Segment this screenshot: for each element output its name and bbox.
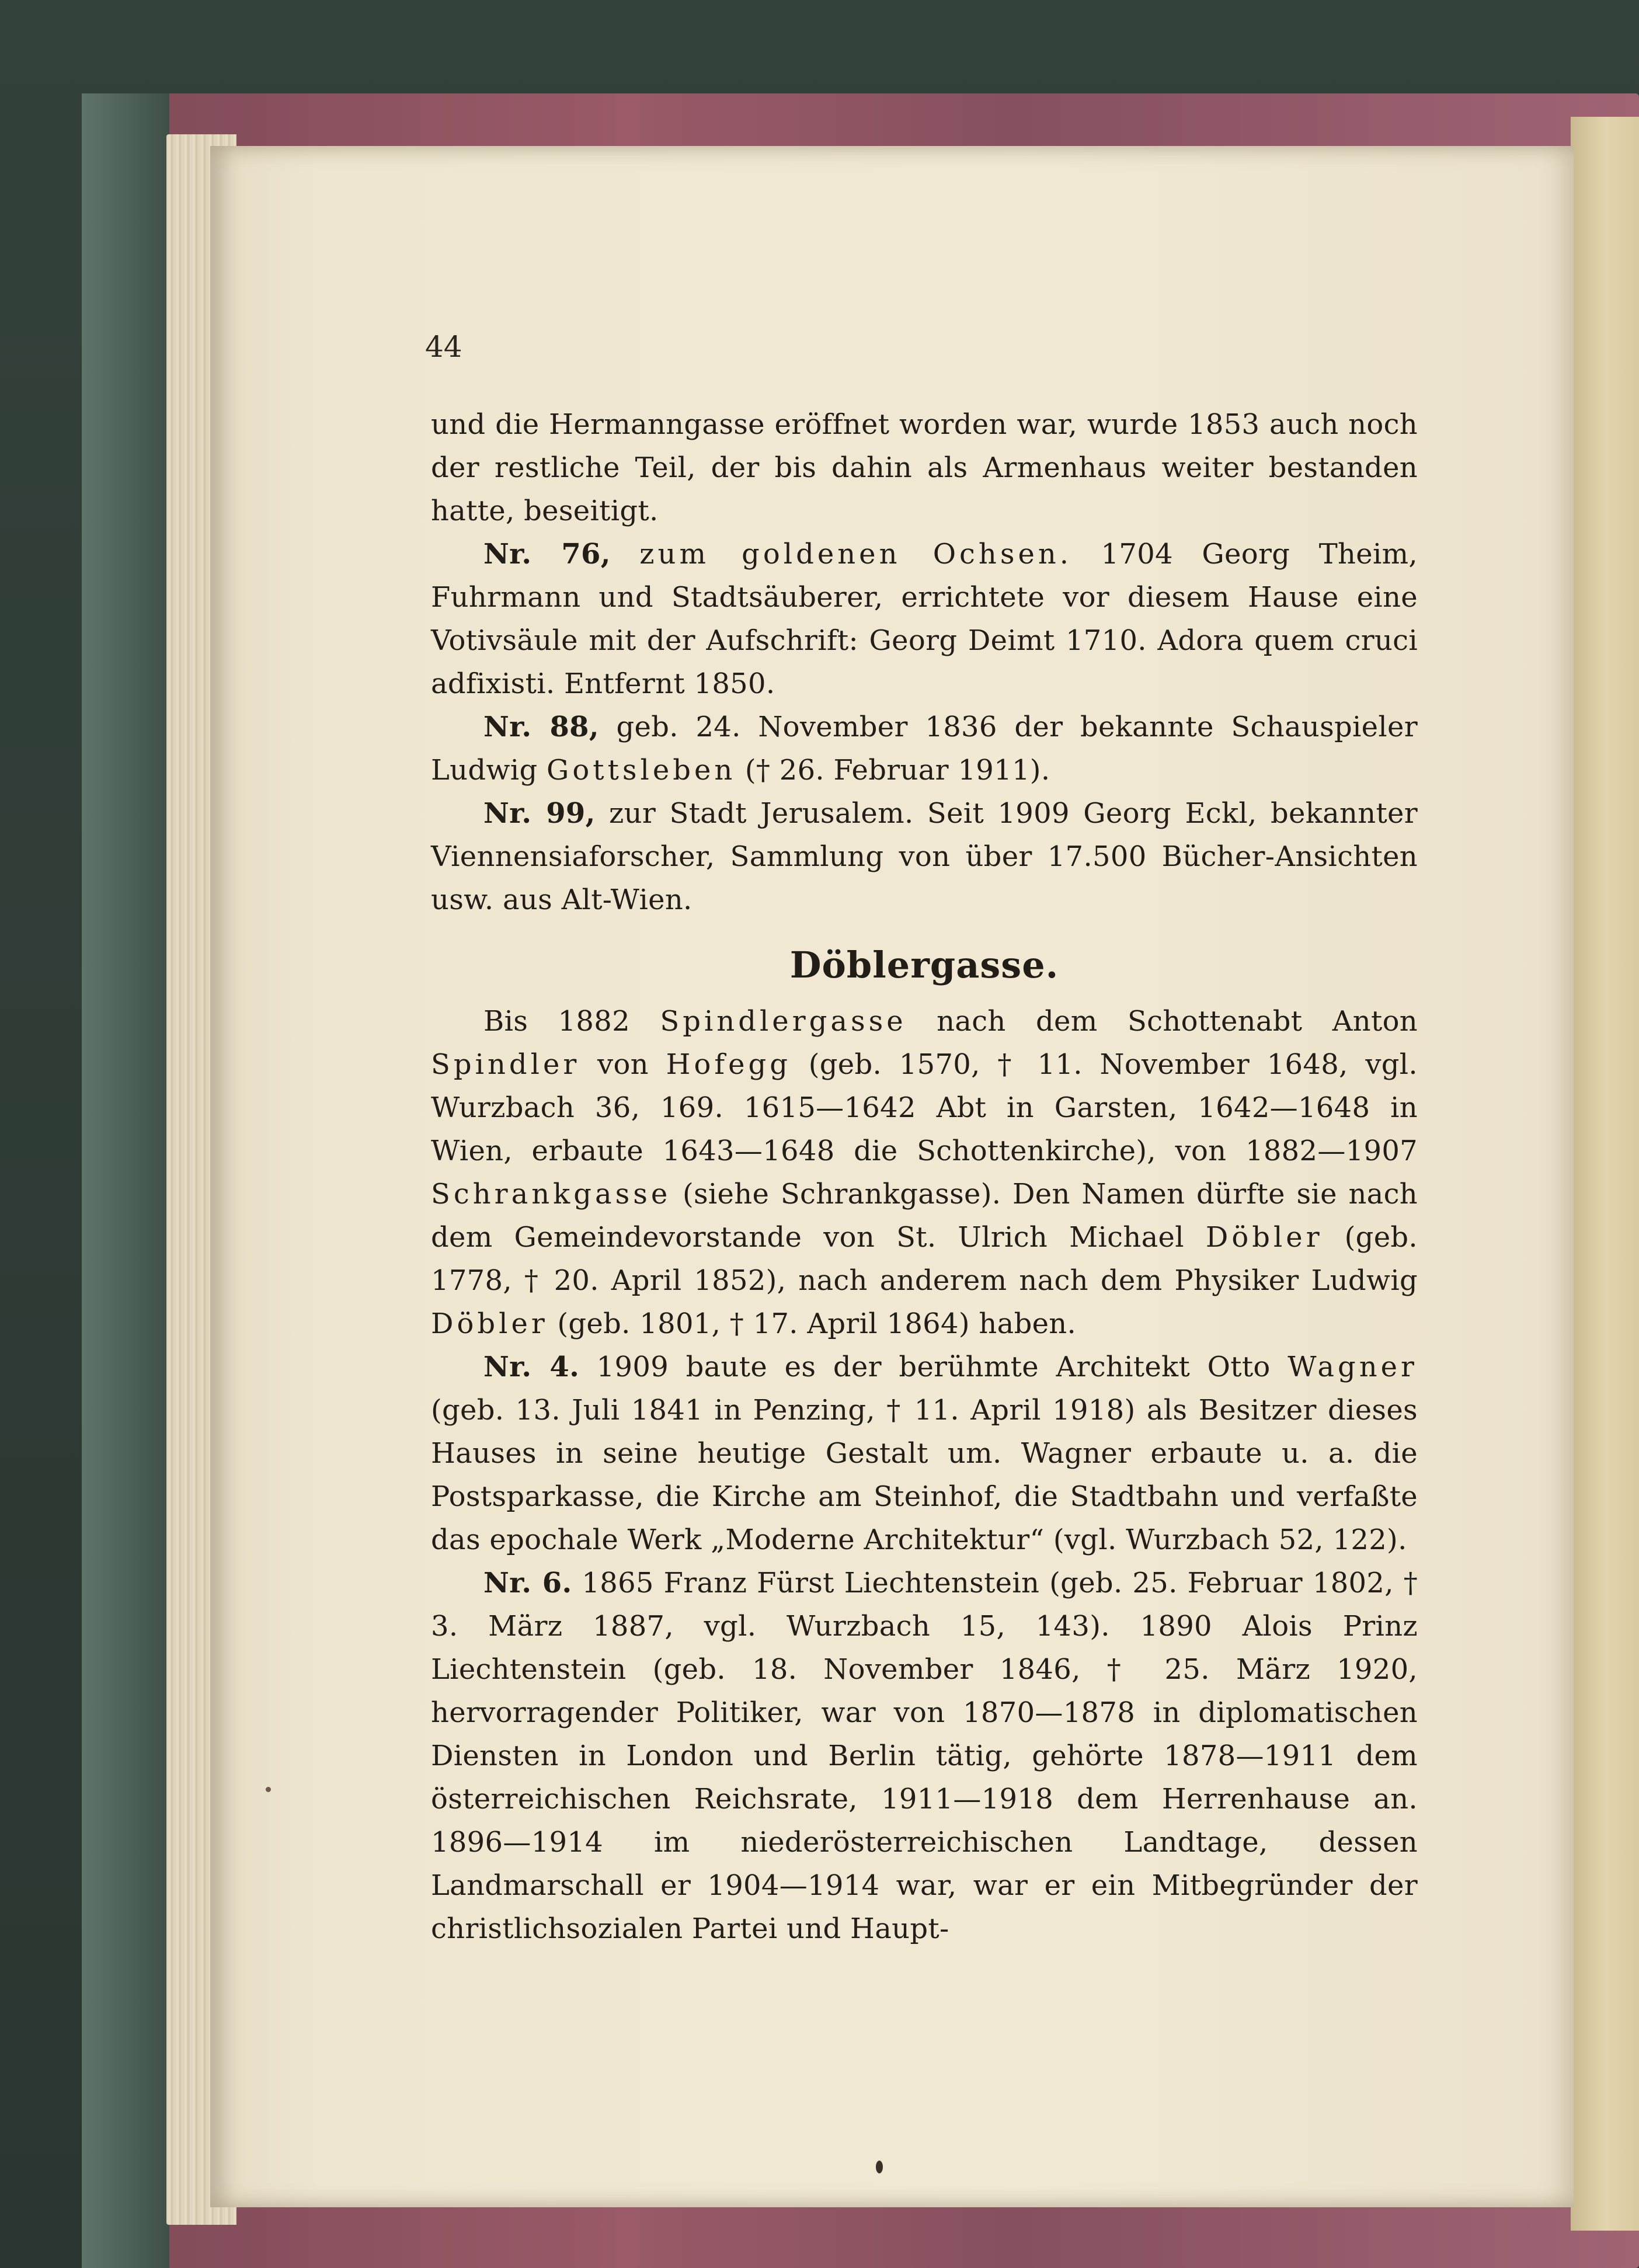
entry-text: 1909 baute es der berühmte Architekt Otto — [579, 1351, 1288, 1383]
book-cover-spine-edge — [82, 93, 169, 2268]
spaced-name: Döbler — [431, 1307, 548, 1340]
entry-number: Nr. 88, — [483, 711, 599, 743]
paragraph-continuation — [431, 403, 1418, 533]
page-number: 44 — [425, 330, 462, 364]
entry-number: Nr. 99, — [483, 797, 596, 830]
section-heading: Döblergasse. — [789, 944, 1059, 986]
entry-nr-99 — [431, 792, 1418, 921]
ink-speck — [266, 1787, 271, 1792]
page-text — [431, 403, 1418, 1950]
paragraph-text: nach dem Schottenabt Anton — [906, 1005, 1418, 1038]
entry-nr-76 — [431, 533, 1418, 705]
paragraph-text: (geb. 1778, † 20. April 1852), nach anderem nach dem Physiker Ludwig — [431, 1221, 1418, 1297]
entry-number: Nr. 76, — [483, 538, 611, 571]
entry-text: († 26. Februar 1911). — [736, 754, 1050, 787]
entry-spaced-name: zum goldenen Ochsen. — [639, 538, 1073, 571]
paragraph-text: (geb. 1801, † 17. April 1864) haben. — [548, 1307, 1077, 1340]
entry-number: Nr. 6. — [483, 1567, 572, 1599]
ink-speck — [876, 2161, 883, 2173]
entry-text: zur Stadt Jerusalem. Seit 1909 Georg Eckl, bekannter Viennensiaforscher, Sammlung von über 17.500 Bücher-Ansichten usw. aus Alt-Wien. — [431, 797, 1418, 916]
spaced-name: Schrankgasse — [431, 1178, 671, 1210]
spaced-name: Spindlergasse — [660, 1005, 907, 1038]
paragraph-text: Bis 1882 — [483, 1005, 660, 1038]
spaced-name: Hofegg — [666, 1048, 791, 1081]
section-intro-paragraph — [431, 1000, 1418, 1345]
paragraph-text: (geb. 1570, † 11. November 1648, vgl. Wurzbach 36, 169. 1615—1642 Abt in Garsten, 1642—1648 in Wien, erbaute 1643—1648 die Schottenkirche), von 1882—1907 — [431, 1048, 1418, 1167]
paragraph-text: (siehe Schrankgasse). Den Namen dürfte sie nach dem Gemeindevorstande von St. Ulrich Michael — [431, 1178, 1418, 1254]
entry-spaced-name: Wagner — [1287, 1351, 1418, 1383]
entry-nr-6 — [431, 1561, 1418, 1950]
entry-nr-4 — [431, 1345, 1418, 1561]
entry-text: 1865 Franz Fürst Liechtenstein (geb. 25. Februar 1802, † 3. März 1887, vgl. Wurzbach 15, 143). 1890 Alois Prinz Liechtenstein (geb. 18. November 1846, † 25. März 1920, hervorragender Politiker, war von 1870—1878 in diplomatischen Diensten in London und Berlin tätig, gehörte 1878—1911 dem österreichischen Reichsrate, 1911—1918 dem Herrenhause an. 1896—1914 im niederösterreichischen Landtage, dessen Landmarschall er 1904—1914 war, war er ein Mitbegründer der christlichsozialen Partei und Haupt- — [431, 1567, 1418, 1945]
spaced-name: Spindler — [431, 1048, 580, 1081]
entry-text: geb. 24. November 1836 der bekannte Schauspieler Ludwig — [431, 711, 1418, 787]
paragraph-text: von — [580, 1048, 666, 1081]
entry-text: (geb. 13. Juli 1841 in Penzing, † 11. April 1918) als Besitzer dieses Hauses in seine heutige Gestalt um. Wagner erbaute u. a. die Postsparkasse, die Kirche am Steinhof, die Stadtbahn und verfaßte das epochale Werk „Moderne Architektur“ (vgl. Wurzbach 52, 122). — [431, 1394, 1418, 1556]
paragraph-text: und die Hermanngasse eröffnet worden war, wurde 1853 auch noch der restliche Teil, der bis dahin als Armenhaus weiter bestanden hatte, beseitigt. — [431, 408, 1418, 527]
facing-page-edge — [1571, 117, 1639, 2231]
spaced-name: Döbler — [1205, 1221, 1323, 1254]
entry-spaced-name: Gottsleben — [547, 754, 736, 787]
entry-text: 1704 Georg Theim, Fuhrmann und Stadtsäuberer, errichtete vor diesem Hause eine Votivsäule mit der Aufschrift: Georg Deimt 1710. Adora quem cruci adfixisti. Entfernt 1850. — [431, 538, 1418, 700]
entry-number: Nr. 4. — [483, 1351, 580, 1383]
entry-nr-88 — [431, 705, 1418, 792]
